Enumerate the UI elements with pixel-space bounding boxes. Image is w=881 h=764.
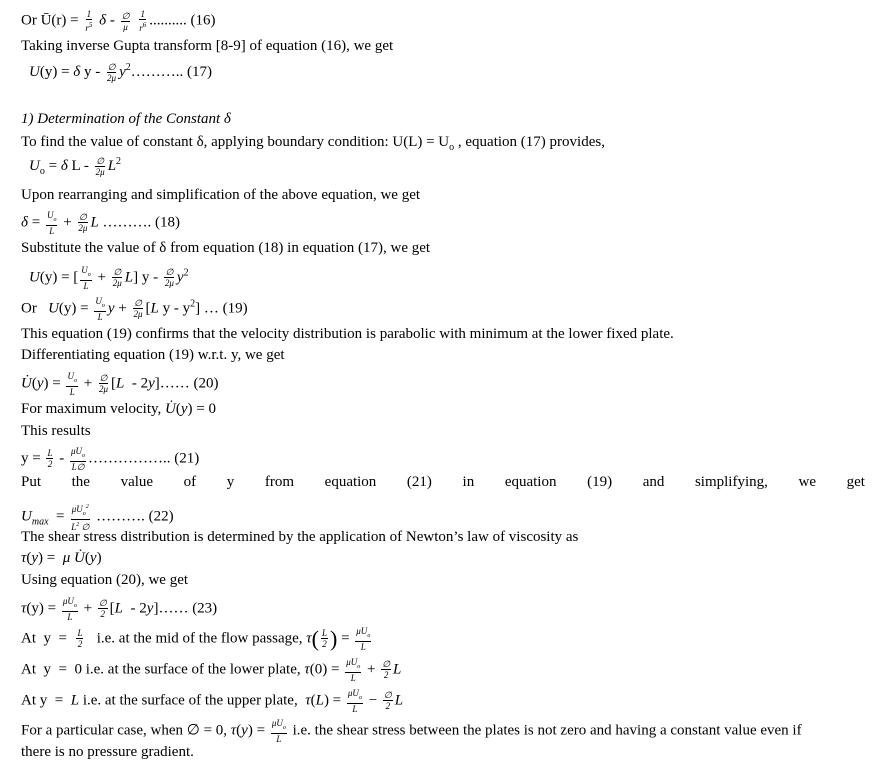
text-line: To find the value of constant δ, applying boundary condition: $U(L) = U_o$ , equation (17) provides, (21, 134, 605, 153)
equation-uo: $U_o = \delta$ L - ∅ 2μ $L^2$ (29, 155, 122, 177)
word: equation (504, 474, 557, 490)
word: and (642, 474, 665, 490)
equation-21: y = $\frac{L}{2}$ - $\mu U_o$ L∅ …………….. (21) (21, 446, 200, 472)
word: equation (324, 474, 377, 490)
word: the (71, 474, 90, 490)
text-line: This equation (19) confirms that the velocity distribution is parabolic with minimum at the lower fixed plate. (21, 326, 674, 342)
text-line: For maximum velocity, U̇(y) = 0 (21, 401, 216, 417)
frac-1-r6: $\frac{1}{r^6}$ (139, 9, 147, 33)
word: from (264, 474, 295, 490)
section-heading: 1) Determination of the Constant δ (21, 111, 231, 127)
frac-phi-2mu: ∅ 2μ (107, 62, 117, 83)
eq16-number: .......... (16) (149, 12, 216, 29)
text-line: Differentiating equation (19) w.r.t. y, we get (21, 347, 285, 363)
eq21-number: …………….. (21) (88, 450, 200, 467)
text-line: Taking inverse Gupta transform [8-9] of equation (16), we get (21, 38, 394, 54)
equation-newton: τ(y) = μ U̇(y) (21, 550, 102, 566)
equation-upper: At y = L i.e. at the surface of the upper plate, τ(L) = $\mu U_o$ L − ∅ 2 L (21, 688, 404, 714)
text-line: Upon rearranging and simplification of the above equation, we get (21, 187, 421, 203)
eq17-number: ……….. (17) (130, 63, 212, 80)
mid-text: i.e. at the mid of the flow passage, (96, 630, 303, 647)
lower-text: i.e. at the surface of the lower plate, (85, 661, 301, 678)
equation-20: U̇(y) = $\frac{U_o}{L}$ + ∅ 2μ [L - 2y]…… (20) (21, 371, 219, 397)
word: value (120, 474, 154, 490)
text-line: Using equation (20), we get (21, 572, 189, 588)
eq23-number: …… (23) (158, 600, 218, 617)
boundary-condition-tail: , equation (17) provides, (454, 134, 605, 150)
word: (19) (587, 474, 613, 490)
eq22-number: ………. (22) (96, 508, 174, 525)
equation-18: δ = $\frac{U_o}{L}$ + ∅ 2μ L ………. (18) (21, 210, 181, 236)
equation-mid: At y = $\frac{L}{2}$ i.e. at the mid of the flow passage, τ( $\frac{L}{2}$ ) = $\mu U_o$ L (21, 625, 371, 652)
text-line: Substitute the value of δ from equation (18) in equation (17), we get (21, 240, 431, 256)
equation-19: Or U(y) = $\frac{U_o}{L}$ y + ∅ 2μ [L y - $y^2$] … (19) (21, 296, 248, 322)
particular-case-text: For a particular case, when ∅ = 0, (21, 722, 231, 739)
equation-17: U(y) = δ y - ∅ 2μ $y^2\dots\dots\dots$.. (17) (29, 61, 212, 83)
frac-phi-mu: ∅ μ (121, 10, 130, 32)
equation-23: τ(y) = $\mu U_o$ L + ∅ 2 [L - 2y]…… (23) (21, 596, 218, 622)
eq19-number: … (19) (203, 300, 248, 317)
particular-case-tail: i.e. the shear stress between the plates is not zero and having a constant value even if (292, 722, 802, 739)
equation-substituted: U(y) = [ $\frac{U_o}{L}$ + ∅ 2μ L] y - ∅ 2μ $y^2$ (29, 265, 189, 291)
word: Put (21, 474, 42, 490)
eq16-lhs: Or Ū(r) = (21, 12, 83, 29)
equation-22: $U_{max}$ = $\mu U_o^2$ $L^2$ ∅ ………. (22) (21, 504, 174, 532)
word: y (226, 474, 235, 490)
word: we (798, 474, 816, 490)
text-line: The shear stress distribution is determined by the application of Newton’s law of viscosity as (21, 529, 579, 545)
word: in (462, 474, 475, 490)
equation-16: Or Ū(r) = $\frac{1}{r^5}$ δ - ∅ μ $\frac{1}{r^6}$ .......... (16) (21, 9, 216, 33)
upper-text: i.e. at the surface of the upper plate, (82, 692, 298, 709)
eq18-number: ………. (18) (102, 214, 181, 231)
frac-1-r5: $\frac{1}{r^5}$ (85, 9, 93, 33)
word: simplifying, (694, 474, 768, 490)
max-velocity-text: For maximum velocity, (21, 401, 166, 417)
equation-lower: At y = 0 i.e. at the surface of the lower plate, τ(0) = $\mu U_o$ L + ∅ 2 L (21, 657, 402, 683)
justified-text-line (21, 473, 865, 491)
boundary-condition-text: To find the value of constant δ, applying boundary condition: U(L) = U (21, 134, 450, 150)
word: (21) (406, 474, 432, 490)
text-line: This results (21, 423, 91, 439)
text-line: there is no pressure gradient. (21, 744, 194, 760)
eq20-number: …… (20) (159, 375, 219, 392)
text-line: For a particular case, when ∅ = 0, τ(y) = $\mu U_o$ L i.e. the shear stress between the plates is not zero and having a constant value even if (21, 718, 802, 744)
word: of (183, 474, 197, 490)
word: get (846, 474, 865, 490)
